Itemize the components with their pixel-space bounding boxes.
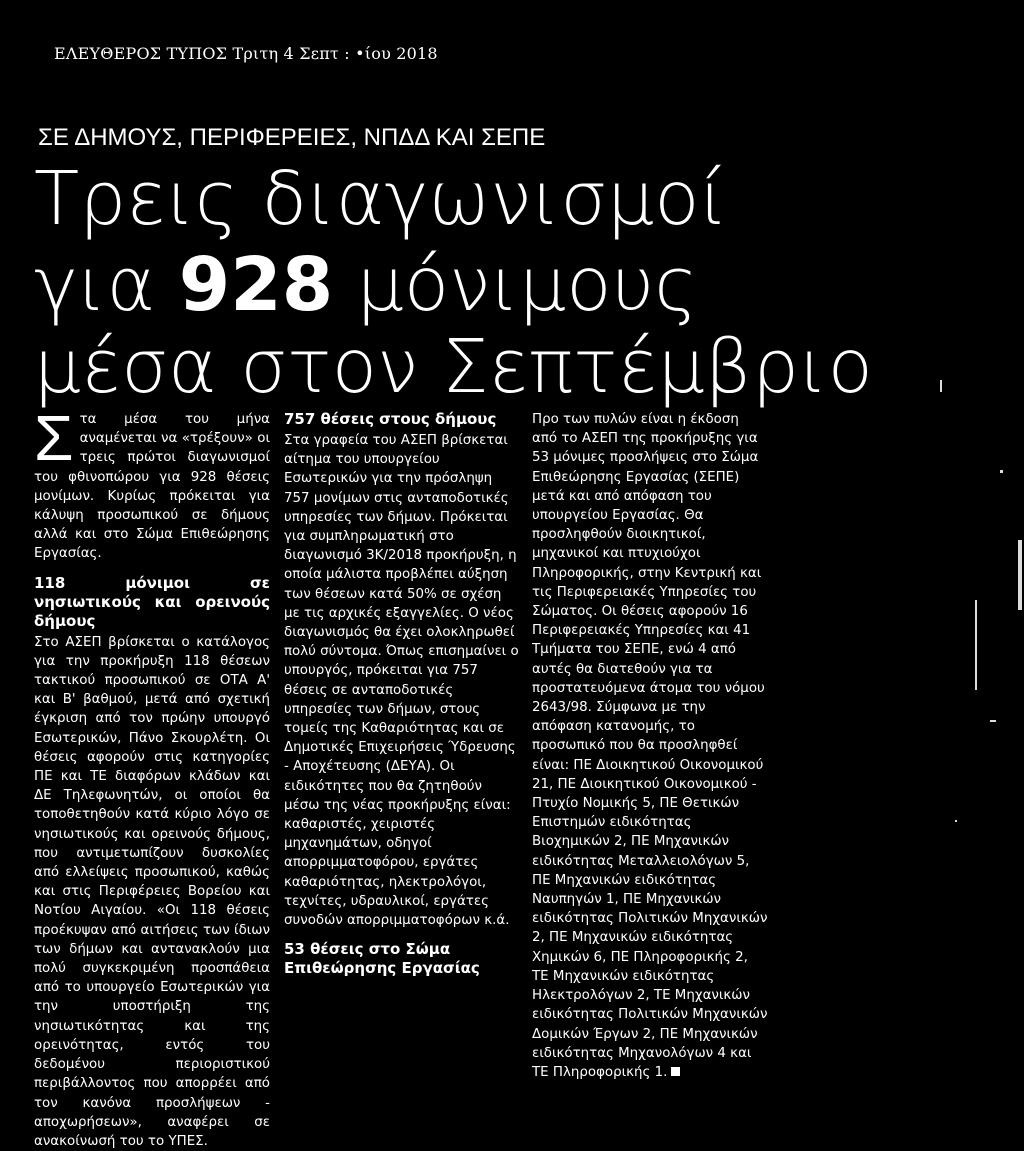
masthead: ΕΛΕΥΘΕΡΟΣ ΤΥΠΟΣ Τριτη 4 Σεπτ : •ίου 2018 <box>54 44 438 63</box>
end-mark <box>671 1067 680 1076</box>
section-2-text: Στα γραφεία του ΑΣΕΠ βρίσκεται αίτημα του υπουργείου Εσωτερικών για την πρόσληψη 757 μονίμων στις ανταποδοτικές υπηρεσίες των δήμων. Πρόκειται για συμπληρωματική στο διαγωνισμό 3Κ/2018 προκήρυξη, η οποία μάλιστα προβλέπει αύξηση των θέσεων κατά 50% σε σχέση με τις αρχικές εξαγγελίες. Ο νέος διαγωνισμός θα έχει ολοκληρωθεί πολύ σύντομα. Όπως επισημαίνει ο υπουργός, πρόκειται για 757 θέσεις σε ανταποδοτικές υπηρεσίες των δήμων, στους τομείς της Καθαριότητας και σε Δημοτικές Επιχειρήσεις Ύδρευσης - Αποχέτευσης (ΔΕΥΑ). Οι ειδικότητες που θα ζητηθούν μέσω της νέας προκήρυξης είναι: καθαριστές, χειριστές μηχανημάτων, οδηγοί απορριμματοφόρου, εργάτες καθαριότητας, ηλεκτρολόγοι, τεχνίτες, υδραυλικοί, εργάτες συνοδών απορριμματοφόρων κ.ά. <box>284 433 519 929</box>
headline-number: 928 <box>178 242 334 328</box>
section-3-text <box>532 410 768 1082</box>
speck <box>1000 470 1003 473</box>
speck <box>955 820 957 822</box>
speck <box>990 720 996 722</box>
speck <box>1018 540 1022 610</box>
column-2 <box>284 410 520 980</box>
section-2-heading: 757 θέσεις στους δήμους <box>284 410 497 428</box>
kicker: ΣΕ ΔΗΜΟΥΣ, ΠΕΡΙΦΕΡΕΙΕΣ, ΝΠΔΔ ΚΑΙ ΣΕΠΕ <box>38 124 546 151</box>
speck <box>940 380 942 392</box>
column-1 <box>34 402 270 1151</box>
headline-line-1: Τρεις διαγωνισμοί <box>34 156 729 242</box>
section-3-heading: 53 θέσεις στο Σώμα Επιθεώρησης Εργασίας <box>284 940 480 978</box>
column-3 <box>532 410 768 1082</box>
intro-text: τα μέσα του μήνα αναμένεται να «τρέξουν» οι τρεις πρώτοι διαγωνισμοί του φθινοπώρου για 928 θέσεις μονίμων. Κυρίως πρόκειται για κάλυψη προσωπικού σε δήμους αλλά και στο Σώμα Επιθεώρησης Εργασίας. <box>34 412 270 562</box>
section-1-text: Στο ΑΣΕΠ βρίσκεται ο κατάλογος για την προκήρυξη 118 θέσεων τακτικού προσωπικού σε ΟΤΑ Α' και Β' βαθμού, μετά από σχετική έγκριση από τον πρώην υπουργό Εσωτερικών, Πάνο Σκουρλέτη. Οι θέσεις αφορούν στις κατηγορίες ΠΕ και ΤΕ διαφόρων κλάδων και ΔΕ Τηλεφωνητών, οι οποίοι θα τοποθετηθούν κατά κύριο λόγο σε νησιωτικούς και ορεινούς δήμους, που αντιμετωπίζουν δυσκολίες από ελλείψεις προσωπικού, καθώς και στις Περιφέρειες Βορείου και Νοτίου Αιγαίου. «Οι 118 θέσεις προέκυψαν από αιτήσεις των ίδιων των δήμων και αντανακλούν μια πολύ συγκεκριμένη προσπάθεια από το υπουργείο Εσωτερικών για την υποστήριξη της νησιωτικότητας και της ορεινότητας, εντός του δεδομένου περιοριστικού περιβάλλοντος που απορρέει από τον κανόνα προσλήψεων - αποχωρήσεων», αναφέρει σε ανακοίνωσή του το ΥΠΕΣ. <box>34 634 270 1149</box>
section-1-heading: 118 μόνιμοι σε νησιωτικούς και ορεινούς δήμους <box>34 573 270 630</box>
headline-post: μόνιμους <box>356 242 698 328</box>
intro-paragraph <box>34 402 270 564</box>
speck <box>975 600 977 690</box>
drop-cap: Σ <box>34 402 74 474</box>
section-3-body: Προ των πυλών είναι η έκδοση από το ΑΣΕΠ της προκήρυξης για 53 μόνιμες προσλήψεις στο Σώμα Επιθεώρησης Εργασίας (ΣΕΠΕ) μετά και από απόφαση του υπουργείου Εργασίας. Θα προσληφθούν διοικητικοί, μηχανικοί και πτυχιούχοι Πληροφορικής, στην Κεντρική και τις Περιφερειακές Υπηρεσίες του Σώματος. Οι θέσεις αφορούν 16 Περιφερειακές Υπηρεσίες και 41 Τμήματα του ΣΕΠΕ, ενώ 4 από αυτές θα διατεθούν για τα προστατευόμενα άτομα του νόμου 2643/98. Σύμφωνα με την απόφαση κατανομής, το προσωπικό που θα προσληφθεί είναι: ΠΕ Διοικητικού Οικονομικού 21, ΠΕ Διοικητικού Οικονομικού - Πτυχίο Νομικής 5, ΠΕ Θετικών Επιστημών ειδικότητας Βιοχημικών 2, ΠΕ Μηχανικών ειδικότητας Μεταλλειολόγων 5, ΠΕ Μηχανικών ειδικότητας Ναυπηγών 1, ΠΕ Μηχανικών ειδικότητας Πολιτικών Μηχανικών 2, ΠΕ Μηχανικών ειδικότητας Χημικών 6, ΠΕ Πληροφορικής 2, ΤΕ Μηχανικών ειδικότητας Ηλεκτρολόγων 2, ΤΕ Μηχανικών ειδικότητας Πολιτικών Μηχανικών Δομικών Έργων 2, ΠΕ Μηχανικών ειδικότητας Μηχανολόγων 4 και ΤΕ Πληροφορικής 1. <box>532 412 768 1080</box>
headline-pre: για <box>34 242 156 328</box>
headline-line-3: μέσα στον Σεπτέμβριο <box>34 324 873 410</box>
headline-line-2 <box>34 242 698 328</box>
